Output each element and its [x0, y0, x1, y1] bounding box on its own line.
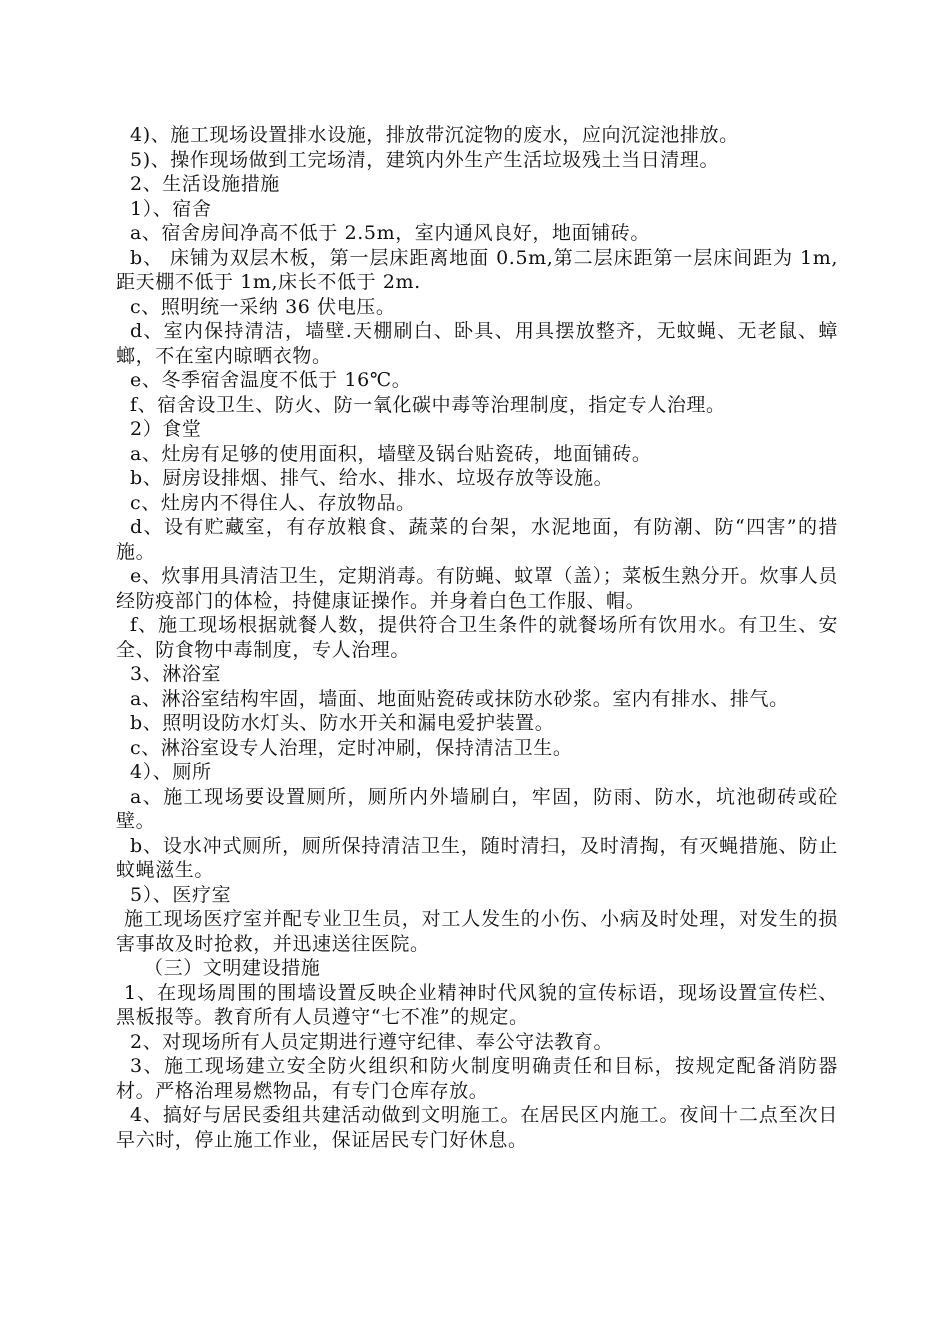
paragraph-shower-b: b、照明设防水灯头、防水开关和漏电爱护装置。	[130, 712, 555, 734]
paragraph-dorm-f: f、宿舍设卫生、防火、防一氧化碳中毒等治理制度，指定专人治理。	[130, 393, 726, 416]
paragraph-civilized-3: 3、施工现场建立安全防火组织和防火制度明确责任和目标，按规定配备消防器材。严格治理易燃物品，有专门仓库存放。	[116, 1055, 838, 1102]
paragraph-dorm-d: d、室内保持清洁，墙壁.天棚刷白、卧具、用具摆放整齐，无蚊蝇、无老鼠、蟑螂，不在室内晾晒衣物。	[116, 320, 838, 367]
paragraph-shower-a: a、淋浴室结构牢固，墙面、地面贴瓷砖或抹防水砂浆。室内有排水、排气。	[130, 687, 789, 710]
paragraph-canteen-b: b、厨房设排烟、排气、给水、排水、垃圾存放等设施。	[130, 467, 614, 489]
paragraph-toilet-a: a、施工现场要设置厕所，厕所内外墙刷白，牢固，防雨、防水，坑池砌砖或砼壁。	[116, 785, 838, 832]
paragraph-toilet-b: b、设水冲式厕所，厕所保持清洁卫生，随时清扫，及时清掏，有灭蝇措施、防止蚊蝇滋生。	[116, 834, 838, 881]
paragraph-dorm-b: b、 床铺为双层木板，第一层床距离地面 0.5m,第二层床距第一层床间距为 1m,距天棚不低于 1m,床长不低于 2m.	[116, 246, 838, 293]
paragraph-canteen-f: f、施工现场根据就餐人数，提供符合卫生条件的就餐场所有饮用水。有卫生、安全、防食物中毒制度，专人治理。	[116, 614, 838, 661]
heading-living-facilities: 2、生活设施措施	[130, 173, 280, 195]
paragraph-dorm-c: c、照明统一采纳 36 伏电压。	[130, 295, 396, 318]
paragraph-canteen-e: e、炊事用具清洁卫生，定期消毒。有防蝇、蚊罩（盖）；菜板生熟分开。炊事人员经防疫部门的体检，持健康证操作。并身着白色工作服、帽。	[116, 565, 838, 612]
heading-toilet: 4）、厕所	[130, 761, 212, 783]
paragraph-clinic: 施工现场医疗室并配专业卫生员，对工人发生的小伤、小病及时处理，对发生的损害事故及时抢救，并迅速送往医院。	[116, 908, 838, 955]
heading-civilized-construction: （三）文明建设措施	[144, 957, 321, 979]
paragraph-site-cleanup: 5)、操作现场做到工完场清，建筑内外生产生活垃圾残土当日清理。	[130, 148, 720, 171]
heading-canteen: 2）食堂	[130, 418, 202, 440]
heading-shower-room: 3、淋浴室	[130, 663, 222, 685]
paragraph-canteen-a: a、灶房有足够的使用面积，墙壁及锅台贴瓷砖，地面铺砖。	[130, 442, 652, 465]
heading-clinic: 5）、医疗室	[130, 883, 232, 906]
paragraph-dorm-a: a、宿舍房间净高不低于 2.5m，室内通风良好，地面铺砖。	[130, 222, 651, 244]
heading-dormitory: 1）、宿舍	[130, 197, 212, 220]
paragraph-canteen-c: c、灶房内不得住人、存放物品。	[130, 491, 416, 514]
document-page	[116, 123, 838, 1152]
paragraph-civilized-4: 4、搞好与居民委组共建活动做到文明施工。在居民区内施工。夜间十二点至次日早六时，停止施工作业，保证居民专门好休息。	[116, 1104, 838, 1151]
paragraph-civilized-2: 2、对现场所有人员定期进行遵守纪律、奉公守法教育。	[130, 1030, 614, 1053]
paragraph-drainage: 4)、施工现场设置排水设施，排放带沉淀物的废水，应向沉淀池排放。	[130, 124, 739, 146]
paragraph-canteen-d: d、设有贮藏室，有存放粮食、蔬菜的台架，水泥地面，有防潮、防“四害”的措施。	[116, 516, 838, 563]
paragraph-shower-c: c、淋浴室设专人治理，定时冲刷，保持清洁卫生。	[130, 736, 573, 759]
paragraph-civilized-1: 1、在现场周围的围墙设置反映企业精神时代风貌的宣传标语，现场设置宣传栏、黑板报等。教育所有人员遵守“七不准”的规定。	[116, 981, 838, 1028]
paragraph-dorm-e: e、冬季宿舍温度不低于 16℃。	[130, 369, 412, 391]
